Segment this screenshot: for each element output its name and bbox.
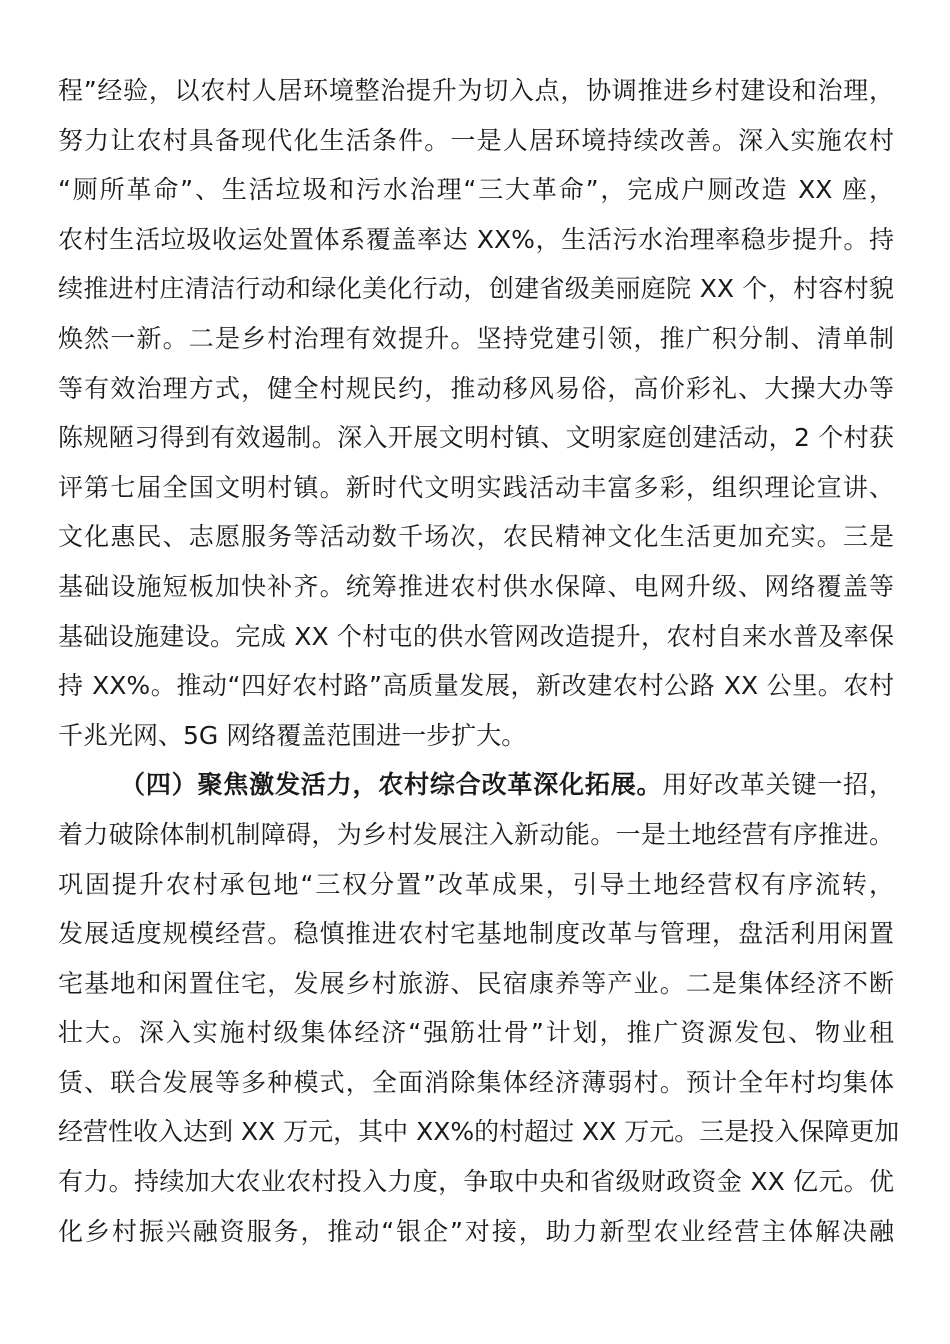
paragraph-section-4-rural-reform [58,760,900,1256]
text-line: 壮大。深入实施村级集体经济“强筋壮骨”计划，推广资源发包、物业租 [58,1018,894,1048]
heading-line-rest: 用好改革关键一招， [662,770,894,800]
text-line: 经营性收入达到 XX 万元，其中 XX%的村超过 XX 万元。三是投入保障更加 [58,1117,900,1147]
text-line: 基础设施建设。完成 XX 个村屯的供水管网改造提升，农村自来水普及率保 [58,621,894,651]
document-page [58,66,900,1256]
text-line: 续推进村庄清洁行动和绿化美化行动，创建省级美丽庭院 XX 个，村容村貌 [58,274,894,304]
text-line: 陈规陋习得到有效遏制。深入开展文明村镇、文明家庭创建活动，2 个村获 [58,423,894,453]
text-line: 基础设施短板加快补齐。统筹推进农村供水保障、电网升级、网络覆盖等 [58,571,894,601]
text-line: 评第七届全国文明村镇。新时代文明实践活动丰富多彩，组织理论宣讲、 [58,472,894,502]
text-line: 化乡村振兴融资服务，推动“银企”对接，助力新型农业经营主体解决融 [58,1216,894,1246]
section-heading-line [58,760,894,810]
text-line: 文化惠民、志愿服务等活动数千场次，农民精神文化生活更加充实。三是 [58,522,894,552]
text-line: 着力破除体制机制障碍，为乡村发展注入新动能。一是土地经营有序推进。 [58,819,894,849]
text-line: 发展适度规模经营。稳慎推进农村宅基地制度改革与管理，盘活利用闲置 [58,919,894,949]
text-line: 持 XX%。推动“四好农村路”高质量发展，新改建农村公路 XX 公里。农村 [58,671,894,701]
section-heading: （四）聚焦激发活力，农村综合改革深化拓展。 [120,770,663,800]
text-line: “厕所革命”、生活垃圾和污水治理“三大革命”，完成户厕改造 XX 座， [58,175,894,205]
text-line: 农村生活垃圾收运处置体系覆盖率达 XX%，生活污水治理率稳步提升。持 [58,224,894,254]
text-line: 赁、联合发展等多种模式，全面消除集体经济薄弱村。预计全年村均集体 [58,1067,894,1097]
text-line: 千兆光网、5G 网络覆盖范围进一步扩大。 [58,720,527,750]
text-line: 焕然一新。二是乡村治理有效提升。坚持党建引领，推广积分制、清单制 [58,323,894,353]
paragraph-rural-construction [58,66,894,760]
text-line: 巩固提升农村承包地“三权分置”改革成果，引导土地经营权有序流转， [58,869,894,899]
text-line: 有力。持续加大农业农村投入力度，争取中央和省级财政资金 XX 亿元。优 [58,1167,894,1197]
text-line: 努力让农村具备现代化生活条件。一是人居环境持续改善。深入实施农村 [58,125,894,155]
text-line: 宅基地和闲置住宅，发展乡村旅游、民宿康养等产业。二是集体经济不断 [58,968,894,998]
text-line: 等有效治理方式，健全村规民约，推动移风易俗，高价彩礼、大操大办等 [58,373,894,403]
text-line: 程”经验，以农村人居环境整治提升为切入点，协调推进乡村建设和治理， [58,76,894,105]
